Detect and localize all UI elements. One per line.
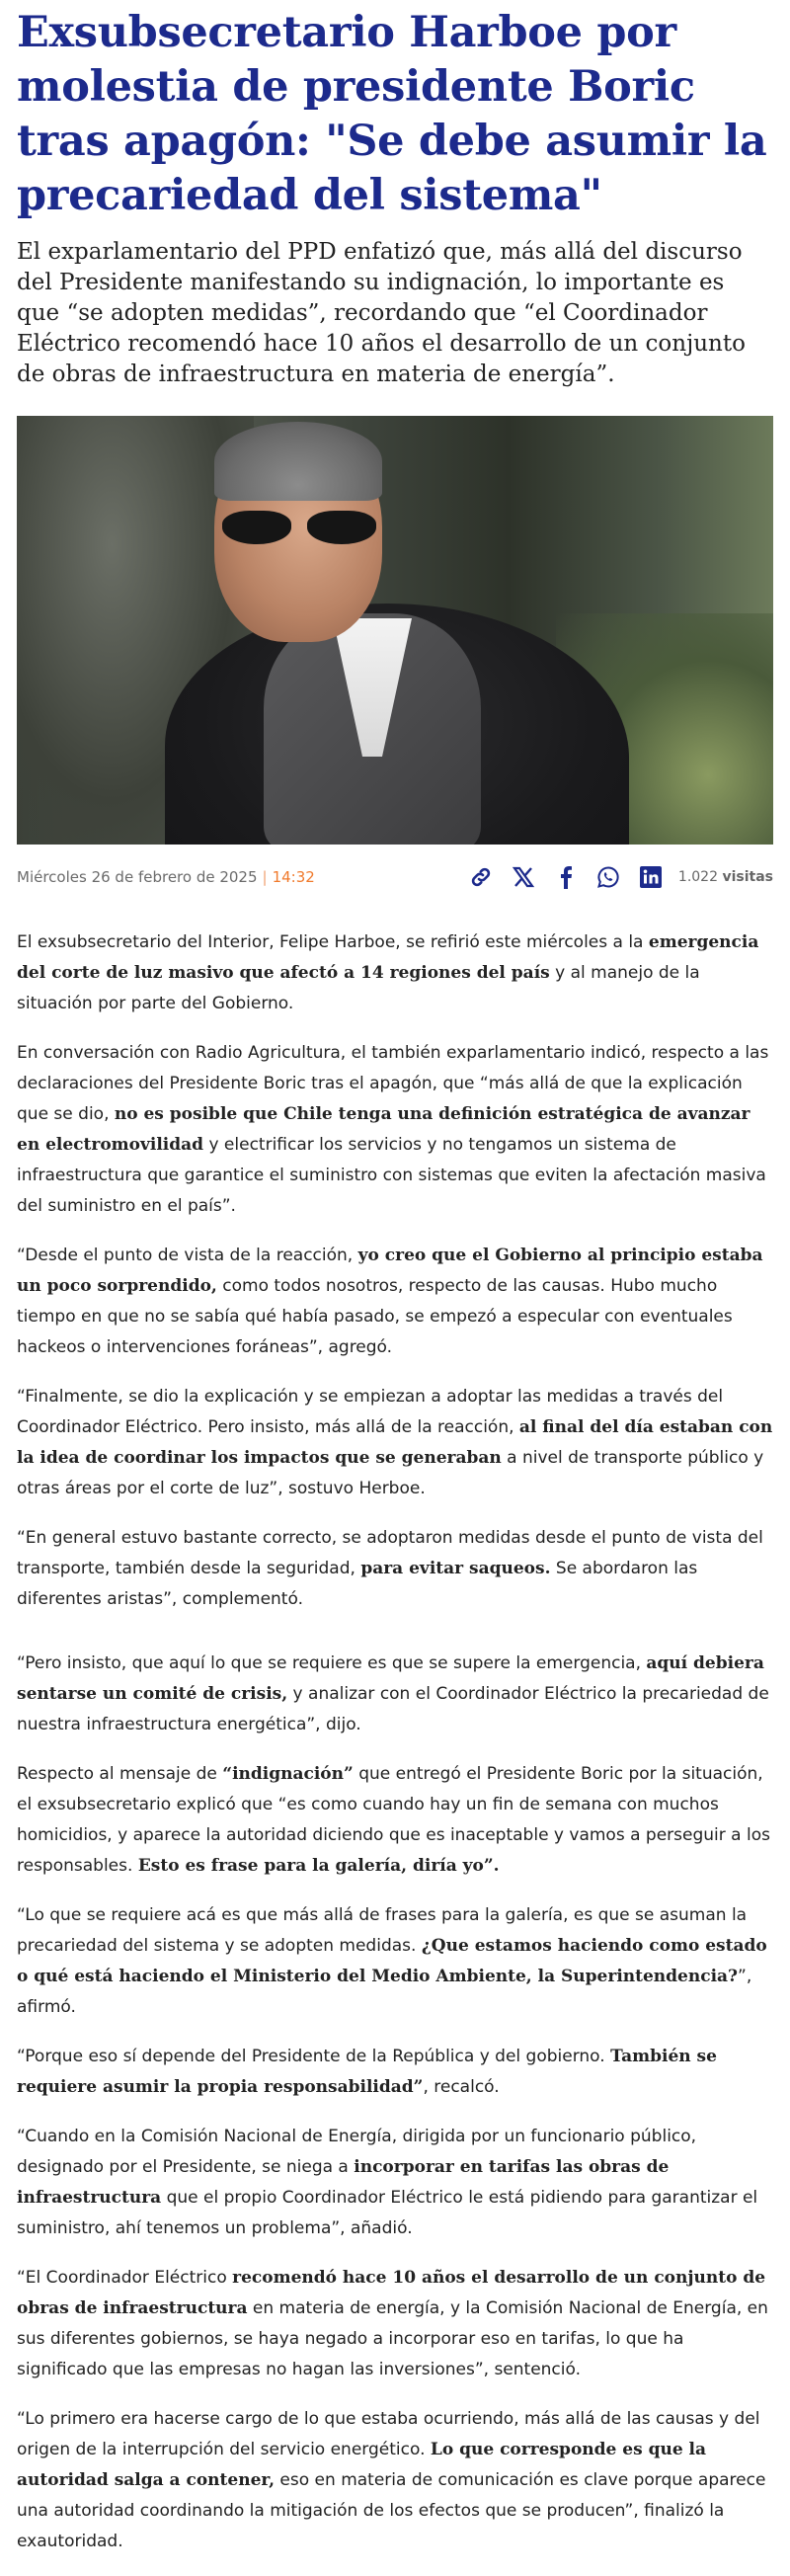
article-paragraph — [17, 1241, 773, 1363]
text-run: “Lo que se requiere acá es que más allá de frases para la galería, es que se asuman la precariedad del sistema y se adopten medidas. — [17, 1905, 748, 1956]
text-run: , recalcó. — [423, 2077, 500, 2097]
text-run: que entregó el Presidente Boric por la situación, el exsubsecretario explicó que “es como cuando hay un fin de semana con muchos homicidios, y aparece la autoridad diciendo que es inaceptable y vamos a perseguir a los responsables. — [17, 1764, 770, 1876]
share-bar — [456, 864, 669, 890]
article-paragraph — [17, 2122, 773, 2244]
linkedin-icon[interactable] — [633, 864, 669, 890]
article-paragraph — [17, 1900, 773, 2023]
text-run: “Lo primero era hacerse cargo de lo que estaba ocurriendo, más allá de las causas y del origen de la interrupción del servicio energético. — [17, 2409, 760, 2459]
link-icon[interactable] — [463, 864, 499, 890]
text-run: “El Coordinador Eléctrico — [17, 2268, 233, 2288]
text-run: “Finalmente, se dio la explicación y se empiezan a adoptar las medidas a través del Coordinador Eléctrico. Pero insisto, más allá de la reacción, — [17, 1387, 724, 1437]
bold-text: recomendó hace 10 años el desarrollo de un conjunto de obras de infraestructura — [17, 2268, 766, 2318]
bold-text: para evitar saqueos. — [360, 1559, 551, 1578]
text-run: a nivel de transporte público y otras áreas por el corte de luz”, sostuvo Herboe. — [17, 1448, 764, 1498]
facebook-icon[interactable] — [548, 864, 584, 890]
article-paragraph — [17, 1038, 773, 1222]
visit-counter — [678, 869, 773, 885]
article-body — [17, 927, 773, 2557]
article-paragraph — [17, 1759, 773, 1882]
visit-count: 1.022 — [677, 869, 719, 885]
article-paragraph — [17, 2263, 773, 2385]
publish-time: 14:32 — [272, 868, 315, 886]
text-run: Se abordaron las diferentes aristas”, complementó. — [17, 1559, 698, 1609]
article-paragraph — [17, 2042, 773, 2103]
bold-text: aquí debiera sentarse un comité de crisis, — [17, 1653, 764, 1704]
bold-text: Esto es frase para la galería, diría yo”. — [137, 1856, 500, 1876]
meta-separator: | — [262, 868, 268, 886]
article-paragraph — [17, 1382, 773, 1504]
text-run: y al manejo de la situación por parte del Gobierno. — [17, 963, 700, 1013]
text-run: y analizar con el Coordinador Eléctrico la precariedad de nuestra infraestructura energética”, dijo. — [17, 1684, 769, 1734]
article-paragraph — [17, 927, 773, 1019]
article-paragraph — [17, 2404, 773, 2557]
bold-text: emergencia del corte de luz masivo que afectó a 14 regiones del país — [17, 932, 759, 983]
x-icon[interactable] — [506, 864, 541, 890]
article-paragraph — [17, 1649, 773, 1740]
text-run: eso en materia de comunicación es clave porque aparece una autoridad coordinando la mitigación de los efectos que se producen”, finalizó la exautoridad. — [17, 2470, 766, 2551]
text-run: “Pero insisto, que aquí lo que se requiere es que se supere la emergencia, — [17, 1653, 647, 1673]
visit-label: visitas — [722, 869, 773, 885]
text-run: En conversación con Radio Agricultura, el también exparlamentario indicó, respecto a las declaraciones del Presidente Boric tras el apagón, que “más allá de que la explicación que se dio, — [17, 1043, 769, 1124]
bold-text: También se requiere asumir la propia responsabilidad” — [17, 2047, 717, 2097]
bold-text: Lo que corresponde es que la autoridad salga a contener, — [17, 2440, 707, 2490]
bold-text: yo creo que el Gobierno al principio estaba un poco sorprendido, — [17, 1246, 763, 1296]
bold-text: ¿Que estamos haciendo como estado o qué está haciendo el Ministerio del Medio Ambiente, la Superintendencia? — [17, 1936, 767, 1986]
text-run: “Cuando en la Comisión Nacional de Energía, dirigida por un funcionario público, designado por el Presidente, se niega a — [17, 2127, 697, 2177]
text-run: que el propio Coordinador Eléctrico le está pidiendo para garantizar el suministro, ahí tenemos un problema”, añadió. — [17, 2188, 758, 2238]
bold-text: incorporar en tarifas las obras de infraestructura — [17, 2157, 670, 2208]
text-run: ”, afirmó. — [17, 1967, 752, 2017]
text-run: “Desde el punto de vista de la reacción, — [17, 1246, 358, 1265]
bold-text: al final del día estaban con la idea de coordinar los impactos que se generaban — [17, 1417, 773, 1468]
article-paragraph — [17, 1523, 773, 1615]
bold-text: no es posible que Chile tenga una definición estratégica de avanzar en electromovilidad — [17, 1104, 750, 1155]
text-run: El exsubsecretario del Interior, Felipe Harboe, se refirió este miércoles a la — [17, 932, 649, 952]
article-lead: El exparlamentario del PPD enfatizó que, más allá del discurso del Presidente manifestando su indignación, lo importante es que “se adopten medidas”, recordando que “el Coordinador Eléctrico recomendó hace 10 años el desarrollo de un conjunto de obras de infraestructura en materia de energía”. — [17, 239, 746, 387]
text-run: y electrificar los servicios y no tengamos un sistema de infraestructura que garantice el suministro con sistemas que eviten la afectación masiva del suministro en el país”. — [17, 1135, 766, 1216]
bold-text: “indignación” — [222, 1764, 354, 1784]
article-meta — [17, 864, 773, 890]
text-run: en materia de energía, y la Comisión Nacional de Energía, en sus diferentes gobiernos, se haya negado a incorporar eso en tarifas, lo que ha significado que las empresas no hagan las inversiones”, sentenció. — [17, 2298, 768, 2379]
text-run: como todos nosotros, respecto de las causas. Hubo mucho tiempo en que no se sabía qué había pasado, se empezó a especular con eventuales hackeos o intervenciones foráneas”, agregó. — [17, 1276, 733, 1357]
publish-date: Miércoles 26 de febrero de 2025 — [17, 868, 258, 886]
text-run: “Porque eso sí depende del Presidente de la República y del gobierno. — [17, 2047, 611, 2066]
text-run: Respecto al mensaje de — [17, 1764, 223, 1784]
text-run: “En general estuvo bastante correcto, se adoptaron medidas desde el punto de vista del transporte, también desde la seguridad, — [17, 1528, 763, 1578]
whatsapp-icon[interactable] — [591, 864, 626, 890]
article-title: Exsubsecretario Harboe por molestia de presidente Boric tras apagón: "Se debe asumir la precariedad del sistema" — [17, 8, 767, 220]
article-hero-image — [17, 416, 773, 845]
